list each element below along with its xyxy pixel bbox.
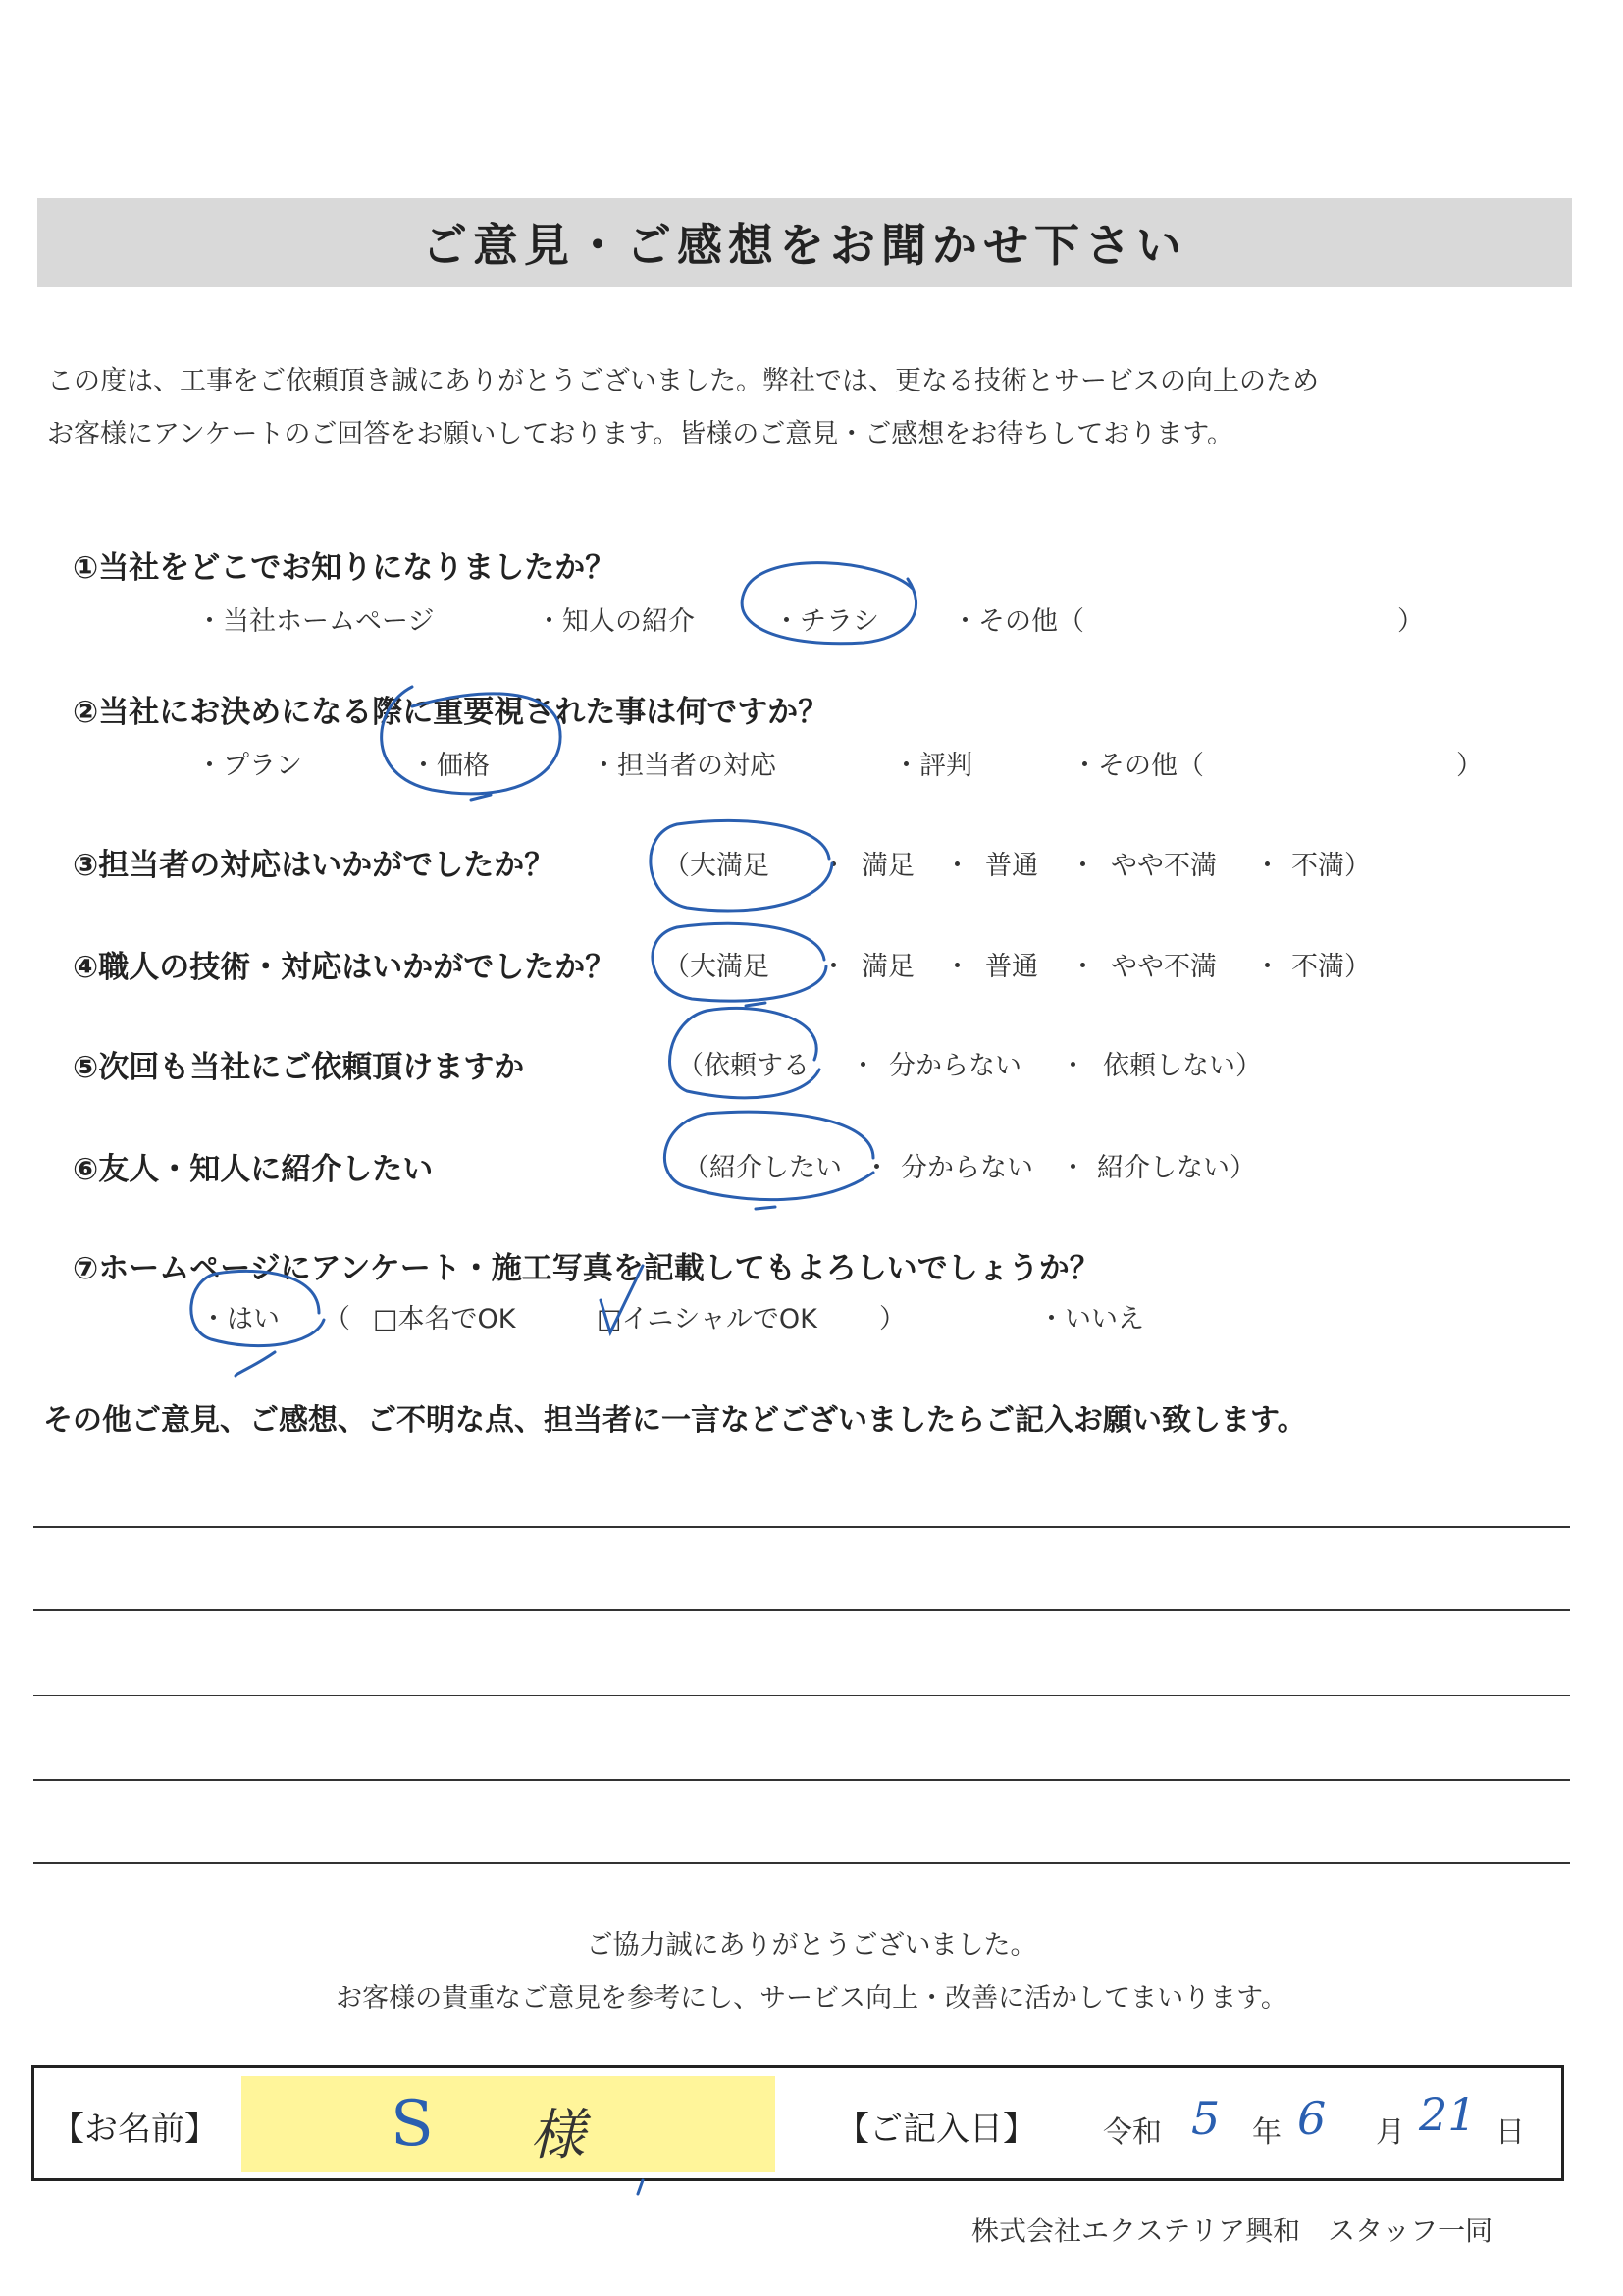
year-unit: 年 <box>1252 2115 1282 2150</box>
q2-selection-circle <box>382 687 560 800</box>
q4-option-satisfied[interactable]: 満足 <box>862 952 915 982</box>
question-2: ②当社にお決めになる際に重要視された事は何ですか？ <box>73 695 829 730</box>
q7-checkbox-real-name[interactable]: □本名でOK <box>373 1304 516 1334</box>
q7-option-no[interactable]: ・いいえ <box>1038 1304 1144 1334</box>
page-title: ご意見・ご感想をお聞かせ下さい <box>422 219 1187 272</box>
q2-other-close: ） <box>1456 751 1483 781</box>
q2-option-staff[interactable]: ・担当者の対応 <box>591 751 776 781</box>
q4-option-somewhat-unsatisfied[interactable]: やや不満 <box>1111 952 1217 982</box>
q2-option-price[interactable]: ・価格 <box>410 751 490 781</box>
company-footer: 株式会社エクステリア興和 スタッフ一同 <box>971 2215 1493 2247</box>
q3-option-somewhat-unsatisfied[interactable]: やや不満 <box>1111 851 1217 881</box>
q7-paren-open: （ <box>324 1304 350 1334</box>
comments-prompt: その他ご意見、ご感想、ご不明な点、担当者に一言などございましたらご記入お願い致します。 <box>43 1403 1307 1437</box>
q7-checkbox-initials[interactable]: □イニシャルでOK <box>597 1304 817 1334</box>
q7-selection-circle <box>191 1271 324 1376</box>
q3-separator: ・ <box>944 851 970 881</box>
q7-paren-close: ） <box>879 1304 906 1334</box>
q4-separator: ・ <box>820 952 847 982</box>
thanks-line-2: お客様の貴重なご意見を参考にし、サービス向上・改善に活かしてまいります。 <box>336 1983 1287 2013</box>
q4-option-unsatisfied[interactable]: 不満） <box>1291 952 1371 982</box>
q1-other-close: ） <box>1397 606 1424 637</box>
q6-option-unsure[interactable]: 分からない <box>901 1153 1033 1183</box>
date-label: 【ご記入日】 <box>836 2110 1036 2149</box>
q5-selection-circle <box>670 1008 819 1097</box>
question-5: ⑤次回も当社にご依頼頂けますか <box>73 1050 525 1085</box>
q5-option-will-request[interactable]: （依頼する <box>677 1051 810 1081</box>
q7-option-yes[interactable]: ・はい <box>200 1304 280 1334</box>
q5-separator: ・ <box>1060 1051 1086 1081</box>
q3-selection-circle <box>651 820 832 911</box>
question-1: ①当社をどこでお知りになりましたか？ <box>73 550 616 586</box>
day-value[interactable]: 21 <box>1419 2088 1477 2141</box>
year-value[interactable]: 5 <box>1191 2092 1221 2145</box>
q4-selection-circle <box>653 923 826 1006</box>
q2-option-other[interactable]: ・その他（ <box>1072 751 1204 781</box>
name-label: 【お名前】 <box>51 2110 218 2149</box>
name-value[interactable]: S <box>391 2088 434 2161</box>
q3-separator: ・ <box>820 851 847 881</box>
q2-option-reputation[interactable]: ・評判 <box>893 751 972 781</box>
q1-selection-circle <box>742 563 916 644</box>
q1-option-homepage[interactable]: ・当社ホームページ <box>196 606 435 637</box>
q6-option-will-refer[interactable]: （紹介したい <box>683 1153 842 1183</box>
q3-option-very-satisfied[interactable]: （大満足 <box>663 851 769 881</box>
q5-option-unsure[interactable]: 分からない <box>889 1051 1021 1081</box>
q3-option-average[interactable]: 普通 <box>985 851 1038 881</box>
q1-option-flyer[interactable]: ・チラシ <box>773 606 879 637</box>
intro-line-1: この度は、工事をご依頼頂き誠にありがとうございました。弊社では、更なる技術とサービスの向上のため <box>47 366 1319 396</box>
q5-separator: ・ <box>850 1051 876 1081</box>
q5-option-will-not-request[interactable]: 依頼しない） <box>1103 1051 1262 1081</box>
q1-option-other[interactable]: ・その他（ <box>952 606 1084 637</box>
question-3: ③担当者の対応はいかがでしたか？ <box>73 848 555 883</box>
month-value[interactable]: 6 <box>1297 2092 1327 2145</box>
question-6: ⑥友人・知人に紹介したい <box>73 1152 434 1187</box>
q6-separator: ・ <box>864 1153 890 1183</box>
q7-checkmark <box>601 1266 643 1332</box>
thanks-line-1: ご協力誠にありがとうございました。 <box>586 1930 1037 1960</box>
q4-separator: ・ <box>1070 952 1096 982</box>
q3-separator: ・ <box>1254 851 1281 881</box>
q3-option-unsatisfied[interactable]: 不満） <box>1291 851 1371 881</box>
q4-option-average[interactable]: 普通 <box>985 952 1038 982</box>
question-7: ⑦ホームページにアンケート・施工写真を記載してもよろしいでしょうか？ <box>73 1251 1100 1286</box>
honorific: 様 <box>530 2104 585 2167</box>
name-tick <box>638 2180 643 2194</box>
era-label: 令和 <box>1103 2115 1162 2150</box>
q1-option-referral[interactable]: ・知人の紹介 <box>536 606 695 637</box>
month-unit: 月 <box>1376 2115 1405 2150</box>
q4-separator: ・ <box>944 952 970 982</box>
q4-option-very-satisfied[interactable]: （大満足 <box>663 952 769 982</box>
q3-separator: ・ <box>1070 851 1096 881</box>
q3-option-satisfied[interactable]: 満足 <box>862 851 915 881</box>
question-4: ④職人の技術・対応はいかがでしたか？ <box>73 950 616 985</box>
day-unit: 日 <box>1495 2115 1525 2150</box>
q2-option-plan[interactable]: ・プラン <box>196 751 302 781</box>
intro-line-2: お客様にアンケートのご回答をお願いしております。皆様のご意見・ご感想をお待ちしております。 <box>47 419 1234 449</box>
q4-separator: ・ <box>1254 952 1281 982</box>
q6-option-will-not-refer[interactable]: 紹介しない） <box>1097 1153 1256 1183</box>
q6-selection-circle <box>664 1112 873 1209</box>
q6-separator: ・ <box>1060 1153 1086 1183</box>
